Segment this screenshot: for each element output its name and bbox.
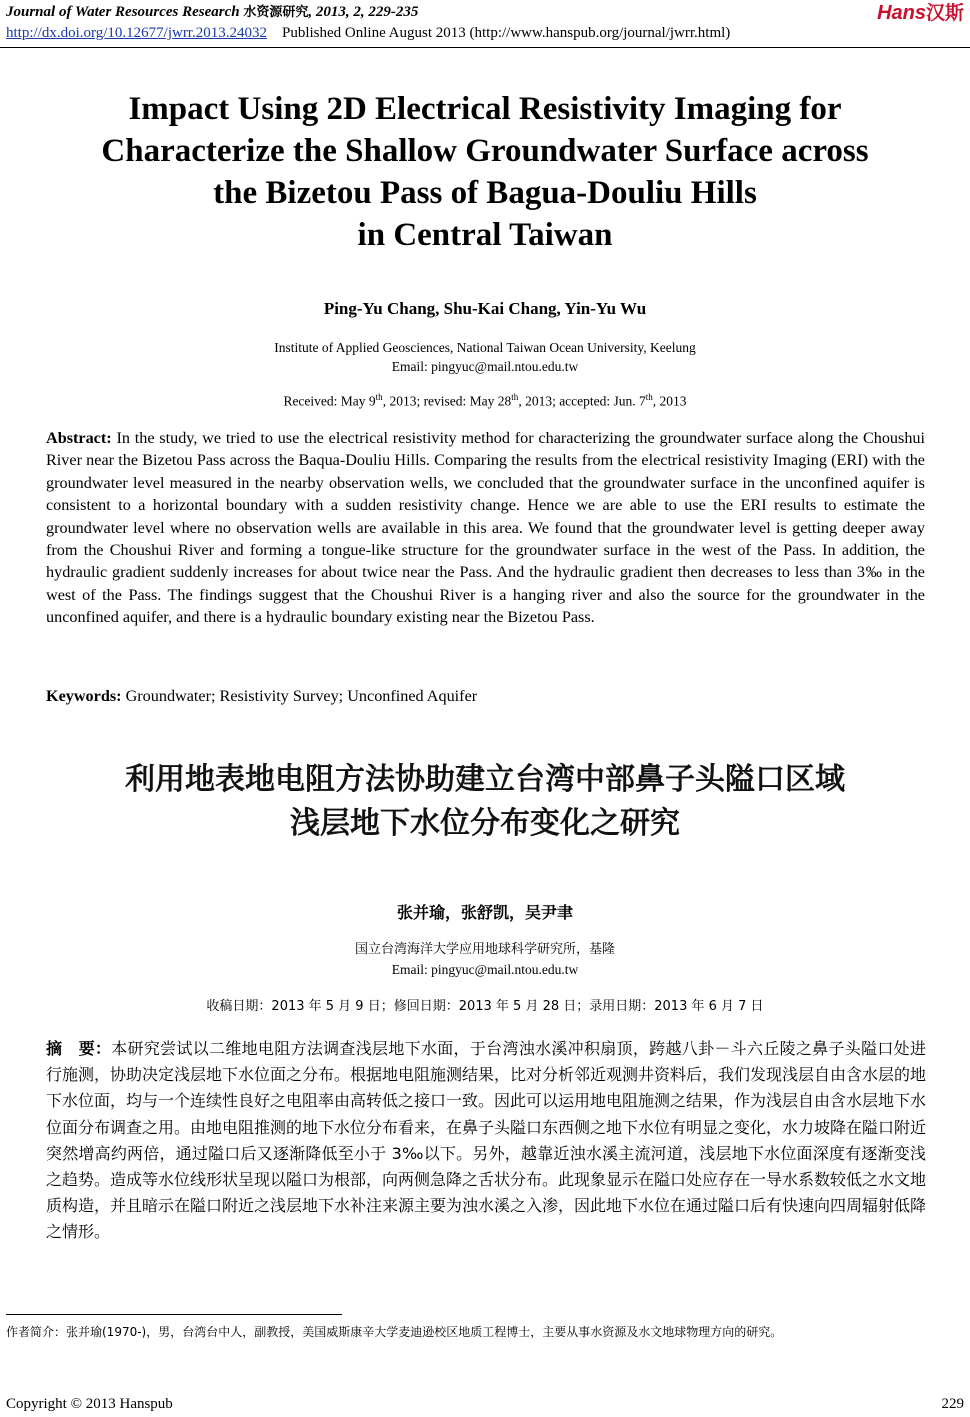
english-title-line: Impact Using 2D Electrical Resistivity Imaging for — [128, 91, 842, 127]
revised-date: , 2013; revised: May 28 — [382, 393, 512, 409]
journal-name-cn: 水资源研究 — [243, 5, 309, 20]
english-affiliation-block — [0, 338, 970, 376]
english-keywords — [46, 687, 925, 706]
received-date: Received: May 9 — [283, 393, 376, 409]
chinese-email: Email: pingyuc@mail.ntou.edu.tw — [391, 962, 579, 977]
page-footer — [6, 1396, 964, 1413]
keywords-label: Keywords: — [46, 687, 122, 705]
keywords-text: Groundwater; Resistivity Survey; Unconfined Aquifer — [125, 687, 478, 705]
published-info: Published Online August 2013 (http://www.hanspub.org/journal/jwrr.html) — [281, 25, 731, 41]
english-affiliation: Institute of Applied Geosciences, National Taiwan Ocean University, Keelung — [274, 340, 696, 355]
accepted-sup: th — [645, 392, 653, 402]
header-rule — [0, 47, 970, 48]
chinese-dates: 收稿日期：2013 年 5 月 9 日；修回日期：2013 年 5 月 28 日；录用日期：2013 年 6 月 7 日 — [206, 999, 764, 1014]
doi-link[interactable]: http://dx.doi.org/10.12677/jwrr.2013.24032 — [6, 25, 267, 41]
english-title — [40, 88, 930, 256]
chinese-title-line: 利用地表地电阻方法协助建立台湾中部鼻子头隘口区域 — [125, 762, 845, 797]
chinese-title — [30, 758, 940, 846]
chinese-abstract — [46, 1036, 926, 1246]
chinese-title-line: 浅层地下水位分布变化之研究 — [290, 806, 680, 841]
english-email: Email: pingyuc@mail.ntou.edu.tw — [391, 359, 579, 374]
page-number: 229 — [941, 1396, 964, 1412]
footnote-rule — [6, 1314, 342, 1315]
copyright: Copyright © 2013 Hanspub — [6, 1396, 173, 1412]
journal-volume: , 2013, 2, 229-235 — [308, 4, 419, 20]
english-title-line: Characterize the Shallow Groundwater Surface across — [101, 133, 869, 169]
logo-text: Hans — [877, 2, 926, 24]
english-authors: Ping-Yu Chang, Shu-Kai Chang, Yin-Yu Wu — [323, 299, 647, 318]
chinese-affiliation-block — [0, 940, 970, 980]
chinese-authors: 张并瑜，张舒凯，吴尹聿 — [396, 903, 573, 922]
chinese-affiliation: 国立台湾海洋大学应用地球科学研究所，基隆 — [354, 942, 615, 957]
chinese-abstract-text: 本研究尝试以二维地电阻方法调查浅层地下水面，于台湾浊水溪冲积扇顶，跨越八卦－斗六丘陵之鼻子头隘口处进行施测，协助决定浅层地下水位面之分布。根据地电阻施测结果，比对分析邻近观测井资料后，我们发现浅层自由含水层的地下水位面，均与一个连续性良好之电阻率由高转低之接口一致。因此可以运用地电阻施测之结果，作为浅层自由含水层地下水位面分布调查之用。由地电阻推测的地下水位分布看来，在鼻子头隘口东西侧之地下水位有明显之变化，水力坡降在隘口附近突然增高约两倍，通过隘口后又逐渐降低至小于 3‰以下。另外，越靠近浊水溪主流河道，浅层地下水位面深度有逐渐变浅之趋势。造成等水位线形状呈现以隘口为根部，向两侧急降之舌状分布。此现象显示在隘口处应存在一导水系数较低之水文地质构造，并且暗示在隘口附近之浅层地下水补注来源主要为浊水溪之入渗，因此地下水位在通过隘口后有快速向四周辐射低降之情形。 — [46, 1039, 927, 1242]
accepted-date: , 2013; accepted: Jun. 7 — [518, 393, 646, 409]
english-dates — [0, 392, 970, 410]
english-title-line: in Central Taiwan — [357, 217, 613, 253]
abstract-text: In the study, we tried to use the electrical resistivity method for characterizing the groundwater surface along the Choushui River near the Bizetou Pass across the Baqua-Douliu Hills. Comparing the results from the electrical resistivity Imaging (ERI) with the groundwater level measured in the nearby observation wells, we concluded that the groundwater surface in the unconfined aquifer is consistent to a horizontal boundary with a sudden resistivity change. Hence we are able to use the ERI results to estimate the groundwater level where no observation wells are available in this area. We found that the groundwater level is getting deeper away from the Choushui River and forming a tongue-like structure for the groundwater surface in the west of the Pass. In addition, the hydraulic gradient suddenly increases for about twice near the Pass. And the hydraulic gradient then decreases to less than 3‰ in the west of the Pass. The findings suggest that the Choushui River is a hanging river and also the source for the groundwater in the unconfined aquifer, and there is a hydraulic boundary existing near the Bizetou Pass. — [46, 429, 926, 627]
logo-text-cn: 汉斯 — [925, 2, 964, 24]
journal-citation — [6, 2, 964, 23]
received-sup: th — [375, 392, 383, 402]
journal-name: Journal of Water Resources Research — [6, 4, 240, 20]
journal-header — [6, 2, 964, 43]
hans-logo — [877, 2, 964, 24]
abstract-label: Abstract: — [46, 429, 112, 447]
author-footnote: 作者简介：张并瑜(1970-)，男，台湾台中人，副教授，美国威斯康辛大学麦迪逊校区地质工程博士，主要从事水资源及水文地球物理方向的研究。 — [6, 1325, 783, 1339]
english-abstract — [46, 427, 925, 629]
revised-sup: th — [511, 392, 519, 402]
english-title-line: the Bizetou Pass of Bagua-Douliu Hills — [213, 175, 757, 211]
chinese-abstract-label: 摘 要： — [46, 1039, 112, 1058]
dates-end: , 2013 — [652, 393, 687, 409]
doi-line — [6, 23, 964, 43]
